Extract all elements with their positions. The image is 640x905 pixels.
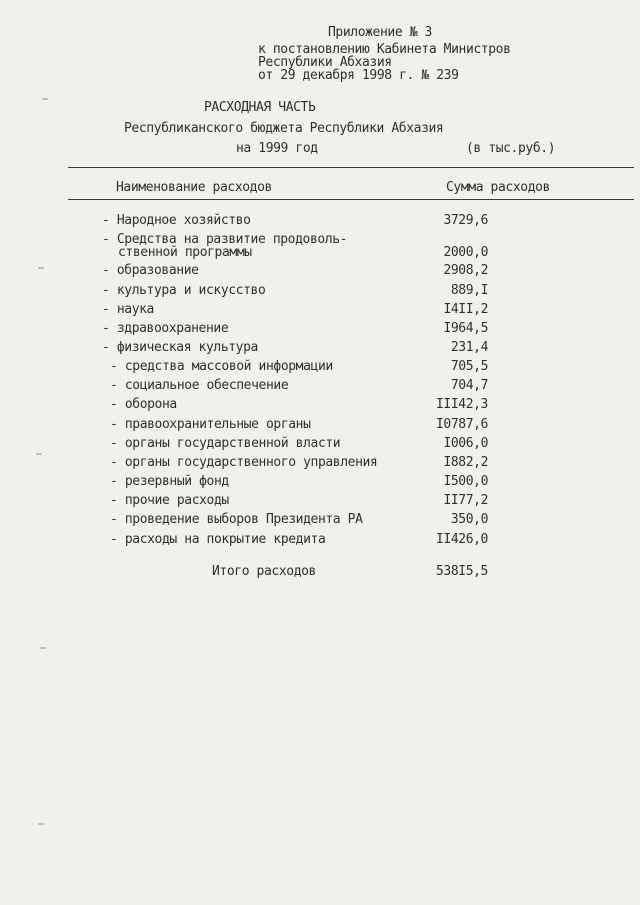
expense-row-value: I500,0 <box>443 474 488 489</box>
expense-row-label: - правоохранительные органы <box>110 417 311 432</box>
appendix-number: Приложение № 3 <box>328 25 432 40</box>
expense-row-value: I006,0 <box>443 436 488 451</box>
table-header-rule <box>68 199 634 200</box>
expense-row-value: 889,I <box>450 283 488 298</box>
document-year: на 1999 год <box>236 141 318 156</box>
expense-row-value: 231,4 <box>450 340 488 355</box>
expense-row-label: - органы государственной власти <box>110 436 341 451</box>
decree-line-2: Республики Абхазия <box>258 55 392 70</box>
expense-row-label: - социальное обеспечение <box>110 378 289 393</box>
expense-row-label: - культура и искусство <box>102 283 266 298</box>
scan-speck <box>40 647 46 649</box>
expense-row-label: - расходы на покрытие кредита <box>110 532 326 547</box>
expense-row-label: - прочие расходы <box>110 493 229 508</box>
expense-row-label: - резервный фонд <box>110 474 229 489</box>
expense-row-value: 704,7 <box>450 378 488 393</box>
scan-speck <box>36 453 42 455</box>
expense-row-label: - оборона <box>110 397 177 412</box>
column-header-sum: Сумма расходов <box>446 180 550 195</box>
scan-speck <box>42 98 48 100</box>
expense-row-label: - проведение выборов Президента РА <box>110 512 363 527</box>
expense-row-value: I882,2 <box>443 455 488 470</box>
scan-speck <box>38 823 44 825</box>
total-value: 538I5,5 <box>436 564 488 579</box>
table-top-rule <box>68 167 634 168</box>
document-subtitle: Республиканского бюджета Республики Абхазия <box>124 121 444 136</box>
expense-row-label: - средства массовой информации <box>110 359 333 374</box>
expense-row-value: II426,0 <box>436 532 488 547</box>
expense-row-label: - физическая культура <box>102 340 258 355</box>
expense-row-label: - Средства на развитие продоволь- <box>102 232 348 247</box>
document-title: РАСХОДНАЯ ЧАСТЬ <box>204 100 316 115</box>
expense-row-label: - образование <box>102 263 199 278</box>
expense-row-value: I4II,2 <box>443 302 488 317</box>
expense-row-value: 2000,0 <box>443 245 488 260</box>
expense-row-label: - здравоохранение <box>102 321 229 336</box>
expense-row-value: 350,0 <box>450 512 488 527</box>
expense-row-label: - органы государственного управления <box>110 455 378 470</box>
expense-row-value: III42,3 <box>436 397 488 412</box>
expense-row-value: II77,2 <box>443 493 488 508</box>
expense-row-value: I964,5 <box>443 321 488 336</box>
total-label: Итого расходов <box>212 564 316 579</box>
expense-row-label: - наука <box>102 302 154 317</box>
expense-row-value: 705,5 <box>450 359 488 374</box>
decree-line-1: к постановлению Кабинета Министров <box>258 42 511 57</box>
decree-date: от 29 декабря 1998 г. № 239 <box>258 68 459 83</box>
expense-row-label: - Народное хозяйство <box>102 213 251 228</box>
scan-speck <box>38 267 44 269</box>
expense-row-value: 2908,2 <box>443 263 488 278</box>
expense-row-value: I0787,6 <box>436 417 488 432</box>
column-header-name: Наименование расходов <box>116 180 272 195</box>
units-note: (в тыс.руб.) <box>466 141 556 156</box>
expense-row-value: 3729,6 <box>443 213 488 228</box>
expense-row-label-continuation: ственной программы <box>118 245 252 260</box>
